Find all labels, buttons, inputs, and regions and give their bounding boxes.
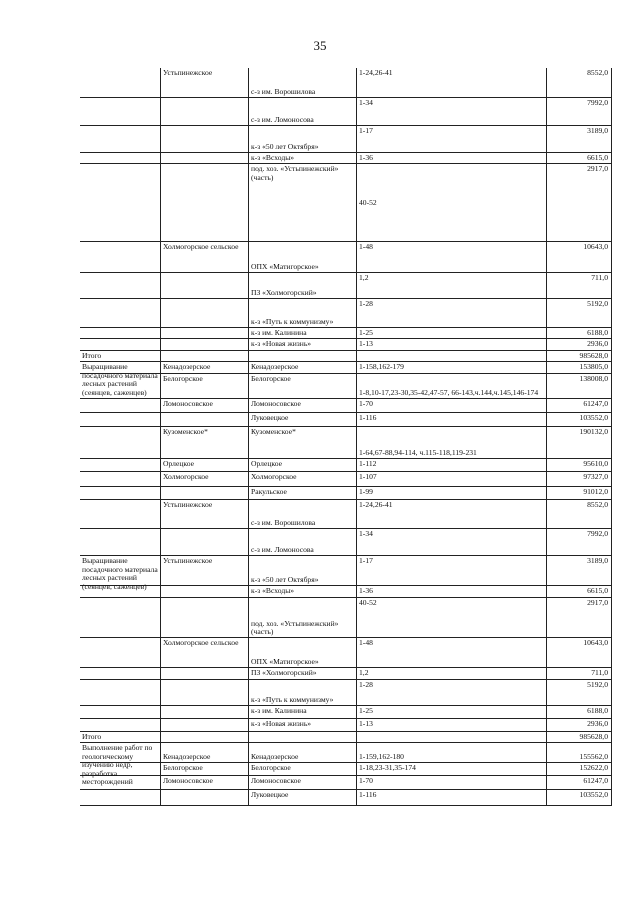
- quarters-cell: 1-34: [356, 98, 546, 126]
- subdivision-cell: к-з «Всходы»: [248, 153, 356, 164]
- table-row: [80, 487, 612, 500]
- area-cell: 5192,0: [546, 299, 612, 328]
- area-cell: 7992,0: [546, 98, 612, 126]
- subdivision-cell: к-з «50 лет Октября»: [248, 556, 356, 586]
- forestry-cell: [160, 706, 248, 719]
- forestry-cell: Белогорское: [160, 374, 248, 399]
- subdivision-cell: к-з «Путь к коммунизму»: [248, 299, 356, 328]
- work-type-cell: Выращивание посадочного материала лесных растений (сеянцев, саженцев): [82, 556, 158, 591]
- quarters-cell: 1-116: [356, 790, 546, 806]
- data-table: [80, 68, 612, 806]
- subdivision-cell: к-з «50 лет Октября»: [248, 126, 356, 153]
- area-cell: 6188,0: [546, 706, 612, 719]
- forestry-cell: Ломоносовское: [160, 776, 248, 790]
- quarters-cell: 1-112: [356, 459, 546, 472]
- quarters-cell: 1-8,10-17,23-30,35-42,47-57, 66-143,ч.144,ч.145,146-174: [356, 374, 546, 399]
- quarters-cell: 1-116: [356, 413, 546, 427]
- area-cell: 95610,0: [546, 459, 612, 472]
- subdivision-cell: к-з «Новая жизнь»: [248, 719, 356, 732]
- area-cell: 91012,0: [546, 487, 612, 500]
- quarters-cell: 1,2: [356, 668, 546, 680]
- forestry-cell: [160, 732, 248, 743]
- area-cell: 2936,0: [546, 719, 612, 732]
- page-number: 35: [313, 38, 327, 53]
- subdivision-cell: к-з им. Калинина: [248, 328, 356, 339]
- quarters-cell: 1-48: [356, 638, 546, 668]
- area-cell: 6615,0: [546, 586, 612, 598]
- forestry-cell: [160, 328, 248, 339]
- quarters-cell: [356, 732, 546, 743]
- quarters-cell: 1-99: [356, 487, 546, 500]
- forestry-cell: [160, 339, 248, 351]
- forestry-cell: [160, 273, 248, 299]
- table-row: [80, 299, 612, 328]
- table-row: [80, 500, 612, 529]
- forestry-cell: Ломоносовское: [160, 399, 248, 413]
- work-type-cell: Выполнение работ по геологическому изучению недр, разработка месторождений: [82, 743, 153, 787]
- area-cell: 5192,0: [546, 680, 612, 706]
- quarters-cell: 1-24,26-41: [356, 68, 546, 98]
- subdivision-cell: к-з «Всходы»: [248, 586, 356, 598]
- work-type-cell: Итого: [82, 351, 102, 360]
- quarters-cell: 1-28: [356, 680, 546, 706]
- area-cell: 10643,0: [546, 242, 612, 273]
- forestry-cell: [160, 719, 248, 732]
- work-type-cell: [80, 242, 160, 273]
- quarters-cell: 1-25: [356, 328, 546, 339]
- area-cell: 103552,0: [546, 413, 612, 427]
- quarters-cell: 1-36: [356, 586, 546, 598]
- work-type-cell: [80, 328, 160, 339]
- work-type-cell: [80, 500, 160, 529]
- forestry-cell: Холмогорское сельское: [160, 242, 248, 273]
- forestry-cell: [160, 299, 248, 328]
- work-type-cell: [80, 126, 160, 153]
- work-type-cell: [80, 299, 160, 328]
- quarters-cell: 1-158,162-179: [356, 362, 546, 374]
- work-type-cell: [80, 487, 160, 500]
- forestry-cell: [160, 598, 248, 638]
- subdivision-cell: Кенадозерское: [248, 743, 356, 763]
- area-cell: 10643,0: [546, 638, 612, 668]
- subdivision-cell: Луковецкое: [248, 413, 356, 427]
- table-row: [80, 164, 612, 242]
- quarters-cell: 1-34: [356, 529, 546, 556]
- quarters-cell: 1-17: [356, 556, 546, 586]
- quarters-cell: 1-159,162-180: [356, 743, 546, 763]
- table-row: [80, 529, 612, 556]
- area-cell: 8552,0: [546, 500, 612, 529]
- quarters-cell: 1-13: [356, 339, 546, 351]
- area-cell: 152622,0: [546, 763, 612, 776]
- work-type-cell: [80, 273, 160, 299]
- quarters-cell: 1-28: [356, 299, 546, 328]
- area-cell: 190132,0: [546, 427, 612, 459]
- subdivision-cell: Белогорское: [248, 374, 356, 399]
- forestry-cell: Холмогорское сельское: [160, 638, 248, 668]
- forestry-cell: [160, 586, 248, 598]
- area-cell: 985628,0: [546, 732, 612, 743]
- subdivision-cell: с-з им. Ломоносова: [248, 529, 356, 556]
- forestry-cell: Устьпинежское: [160, 556, 248, 586]
- forestry-cell: Устьпинежское: [160, 500, 248, 529]
- quarters-cell: 1-64,67-88,94-114, ч.115-118,119-231: [356, 427, 546, 459]
- table-row: [80, 242, 612, 273]
- quarters-cell: [356, 351, 546, 362]
- quarters-cell: 1-48: [356, 242, 546, 273]
- table-row: [80, 328, 612, 339]
- forestry-cell: [160, 529, 248, 556]
- subdivision-cell: к-з «Новая жизнь»: [248, 339, 356, 351]
- area-cell: 61247,0: [546, 776, 612, 790]
- work-type-cell: [80, 529, 160, 556]
- forestry-cell: Белогорское: [160, 763, 248, 776]
- forestry-cell: [160, 790, 248, 806]
- subdivision-cell: с-з им. Ломоносова: [248, 98, 356, 126]
- table-row: [80, 153, 612, 164]
- table-row: [80, 98, 612, 126]
- subdivision-cell: Кузоменское*: [248, 427, 356, 459]
- subdivision-cell: Холмогорское: [248, 472, 356, 487]
- subdivision-cell: под. хоз. «Устьпинежский» (часть): [248, 598, 356, 638]
- area-cell: 8552,0: [546, 68, 612, 98]
- work-type-cell: [80, 164, 160, 242]
- quarters-cell: 1-70: [356, 776, 546, 790]
- area-cell: 6188,0: [546, 328, 612, 339]
- forestry-cell: Кенадозерское: [160, 362, 248, 374]
- area-cell: 6615,0: [546, 153, 612, 164]
- quarters-cell: 1-17: [356, 126, 546, 153]
- forestry-cell: Устьпинежское: [160, 68, 248, 98]
- subdivision-cell: Орлецкое: [248, 459, 356, 472]
- work-type-cell: [80, 339, 160, 351]
- subdivision-cell: к-з им. Калинина: [248, 706, 356, 719]
- quarters-cell: 40-52: [356, 164, 546, 242]
- subdivision-cell: с-з им. Ворошилова: [248, 500, 356, 529]
- work-type-cell: [80, 153, 160, 164]
- forestry-cell: [160, 487, 248, 500]
- subdivision-cell: [248, 732, 356, 743]
- subdivision-cell: Белогорское: [248, 763, 356, 776]
- area-cell: 153805,0: [546, 362, 612, 374]
- area-cell: 155562,0: [546, 743, 612, 763]
- work-type-cell: [80, 98, 160, 126]
- area-cell: 3189,0: [546, 556, 612, 586]
- area-cell: 711,0: [546, 668, 612, 680]
- table-row: [80, 351, 612, 362]
- quarters-cell: 40-52: [356, 598, 546, 638]
- table-row: [80, 273, 612, 299]
- quarters-cell: 1-13: [356, 719, 546, 732]
- quarters-cell: 1-107: [356, 472, 546, 487]
- area-cell: 711,0: [546, 273, 612, 299]
- area-cell: 985628,0: [546, 351, 612, 362]
- area-cell: 2917,0: [546, 164, 612, 242]
- forestry-cell: [160, 98, 248, 126]
- subdivision-cell: ПЗ «Холмогорский»: [248, 273, 356, 299]
- table-row: [80, 339, 612, 351]
- area-cell: 7992,0: [546, 529, 612, 556]
- quarters-cell: 1-70: [356, 399, 546, 413]
- forestry-cell: [160, 164, 248, 242]
- forestry-cell: [160, 153, 248, 164]
- area-cell: 97327,0: [546, 472, 612, 487]
- work-type-cell: Итого: [82, 732, 102, 741]
- work-type-cell: [80, 472, 160, 487]
- area-cell: 103552,0: [546, 790, 612, 806]
- quarters-cell: 1-25: [356, 706, 546, 719]
- quarters-cell: 1-18,23-31,35-174: [356, 763, 546, 776]
- area-cell: 61247,0: [546, 399, 612, 413]
- area-cell: 3189,0: [546, 126, 612, 153]
- forestry-cell: Кузоменское*: [160, 427, 248, 459]
- table-row: [80, 472, 612, 487]
- forestry-cell: [160, 126, 248, 153]
- area-cell: 138008,0: [546, 374, 612, 399]
- subdivision-cell: ОПХ «Матигорское»: [248, 242, 356, 273]
- subdivision-cell: [248, 351, 356, 362]
- area-cell: 2917,0: [546, 598, 612, 638]
- work-type-cell: Выращивание посадочного материала лесных растений (сеянцев, саженцев): [82, 362, 158, 397]
- subdivision-cell: под. хоз. «Устьпинежский» (часть): [248, 164, 356, 242]
- table-row: [80, 126, 612, 153]
- subdivision-cell: ПЗ «Холмогорский»: [248, 668, 356, 680]
- forestry-cell: Холмогорское: [160, 472, 248, 487]
- subdivision-cell: Ракульское: [248, 487, 356, 500]
- table-row: [80, 68, 612, 98]
- forestry-cell: [160, 680, 248, 706]
- forestry-cell: Кенадозерское: [160, 743, 248, 763]
- quarters-cell: 1-24,26-41: [356, 500, 546, 529]
- forestry-cell: [160, 351, 248, 362]
- subdivision-cell: Ломоносовское: [248, 776, 356, 790]
- forestry-cell: [160, 668, 248, 680]
- subdivision-cell: к-з «Путь к коммунизму»: [248, 680, 356, 706]
- forestry-cell: Орлецкое: [160, 459, 248, 472]
- forestry-cell: [160, 413, 248, 427]
- subdivision-cell: Кенадозерское: [248, 362, 356, 374]
- quarters-cell: 1-36: [356, 153, 546, 164]
- area-cell: 2936,0: [546, 339, 612, 351]
- subdivision-cell: Ломоносовское: [248, 399, 356, 413]
- quarters-cell: 1,2: [356, 273, 546, 299]
- subdivision-cell: ОПХ «Матигорское»: [248, 638, 356, 668]
- subdivision-cell: с-з им. Ворошилова: [248, 68, 356, 98]
- subdivision-cell: Луковецкое: [248, 790, 356, 806]
- work-type-cell: [80, 68, 160, 98]
